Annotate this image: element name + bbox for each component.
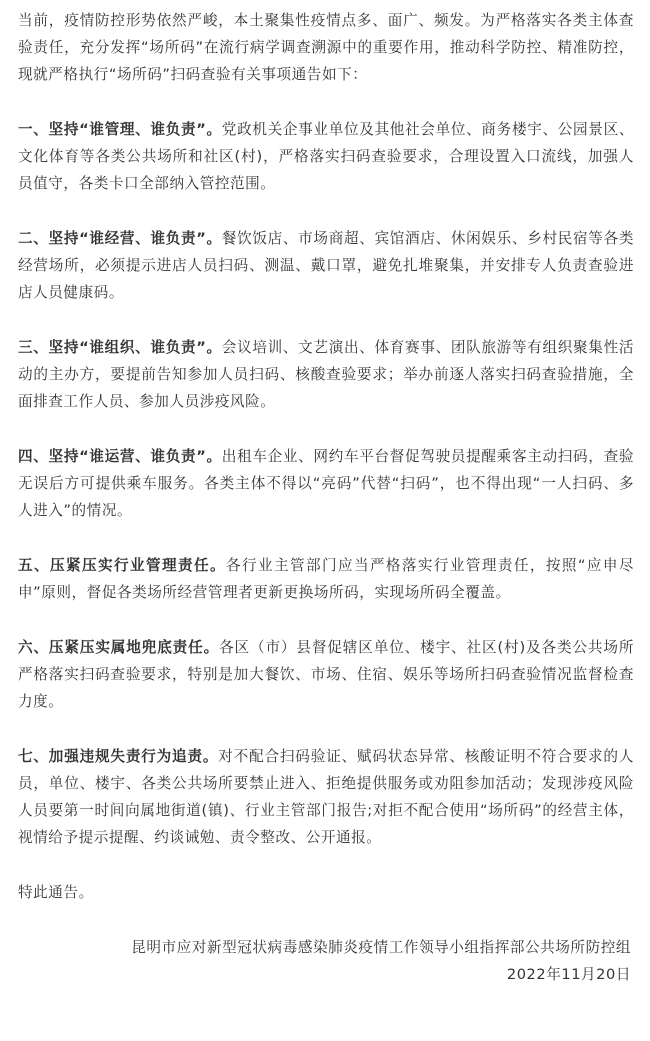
item-1-heading: 一、坚持“谁管理、谁负责”。 bbox=[18, 121, 222, 138]
closing-text: 特此通告。 bbox=[18, 884, 94, 901]
item-4-paragraph bbox=[18, 443, 634, 524]
intro-paragraph: 当前，疫情防控形势依然严峻，本土聚集性疫情点多、面广、频发。为严格落实各类主体查验责任，充分发挥“场所码”在流行病学调查溯源中的重要作用，推动科学防控、精准防控，现就严格执行“场所码”扫码查验有关事项通告如下： bbox=[18, 12, 634, 83]
item-2-paragraph bbox=[18, 225, 634, 306]
paragraph-spacer bbox=[18, 606, 634, 634]
item-1-body: 党政机关企事业单位及其他社会单位、商务楼宇、公园景区、文化体育等各类公共场所和社区(村)，严格落实扫码查验要求，合理设置入口流线，加强人员值守，各类卡口全部纳入管控范围。 bbox=[18, 121, 634, 192]
paragraph-spacer bbox=[18, 524, 634, 552]
item-3-heading: 三、坚持“谁组织、谁负责”。 bbox=[18, 339, 222, 356]
item-5-paragraph bbox=[18, 552, 634, 606]
signature-date: 2022年11月20日 bbox=[506, 966, 631, 983]
item-4-body: 出租车企业、网约车平台督促驾驶员提醒乘客主动扫码，查验无误后方可提供乘车服务。各类主体不得以“亮码”代替“扫码”，也不得出现“一人扫码、多人进入”的情况。 bbox=[18, 448, 634, 519]
item-1-paragraph bbox=[18, 116, 634, 197]
paragraph-spacer bbox=[18, 88, 634, 116]
item-2-body: 餐饮饭店、市场商超、宾馆酒店、休闲娱乐、乡村民宿等各类经营场所，必须提示进店人员扫码、测温、戴口罩，避免扎堆聚集，并安排专人负责查验进店人员健康码。 bbox=[18, 230, 634, 301]
item-4-heading: 四、坚持“谁运营、谁负责”。 bbox=[18, 448, 222, 465]
paragraph-spacer bbox=[18, 197, 634, 225]
item-5-heading: 五、压紧压实行业管理责任。 bbox=[18, 557, 226, 574]
paragraph-spacer bbox=[18, 415, 634, 443]
item-7-paragraph bbox=[18, 743, 634, 851]
paragraph-spacer bbox=[18, 851, 634, 879]
paragraph-spacer bbox=[18, 715, 634, 743]
paragraph-spacer bbox=[18, 306, 634, 334]
item-3-paragraph bbox=[18, 334, 634, 415]
item-2-heading: 二、坚持“谁经营、谁负责”。 bbox=[18, 230, 222, 247]
item-6-heading: 六、压紧压实属地兜底责任。 bbox=[18, 639, 220, 656]
signature-organization: 昆明市应对新型冠状病毒感染肺炎疫情工作领导小组指挥部公共场所防控组 bbox=[131, 939, 631, 956]
item-6-paragraph bbox=[18, 634, 634, 715]
item-7-heading: 七、加强违规失责行为追责。 bbox=[18, 748, 219, 765]
item-3-body: 会议培训、文艺演出、体育赛事、团队旅游等有组织聚集性活动的主办方，要提前告知参加人员扫码、核酸查验要求；举办前逐人落实扫码查验措施，全面排查工作人员、参加人员涉疫风险。 bbox=[18, 339, 634, 410]
paragraph-spacer bbox=[18, 906, 634, 934]
item-7-body: 对不配合扫码验证、赋码状态异常、核酸证明不符合要求的人员，单位、楼宇、各类公共场所要禁止进入、拒绝提供服务或劝阻参加活动；发现涉疫风险人员要第一时间向属地街道(镇)、行业主管部门报告;对拒不配合使用“场所码”的经营主体，视情给予提示提醒、约谈诫勉、责令整改、公开通报。 bbox=[18, 748, 634, 846]
item-5-body: 各行业主管部门应当严格落实行业管理责任，按照“应申尽申”原则，督促各类场所经营管理者更新更换场所码，实现场所码全覆盖。 bbox=[18, 557, 634, 601]
item-6-body: 各区（市）县督促辖区单位、楼宇、社区(村)及各类公共场所严格落实扫码查验要求，特别是加大餐饮、市场、住宿、娱乐等场所扫码查验情况监督检查力度。 bbox=[18, 639, 634, 710]
